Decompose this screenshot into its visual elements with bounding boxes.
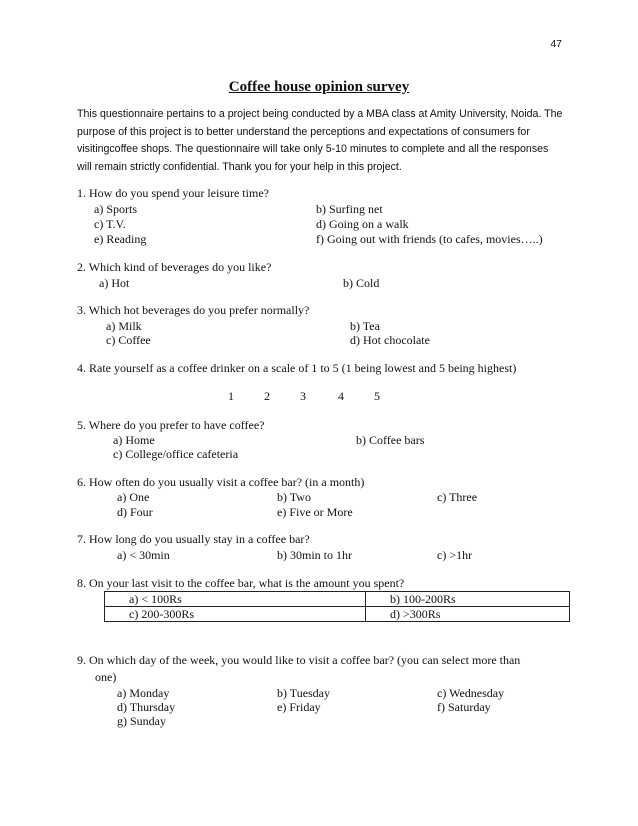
- option-6d[interactable]: d) Four: [117, 505, 153, 519]
- option-1d[interactable]: d) Going on a walk: [316, 217, 409, 231]
- option-6b[interactable]: b) Two: [277, 490, 311, 504]
- question-9-continued: one): [95, 670, 117, 684]
- option-9d[interactable]: d) Thursday: [117, 700, 176, 714]
- option-5b[interactable]: b) Coffee bars: [356, 433, 425, 447]
- option-9e[interactable]: e) Friday: [277, 700, 321, 714]
- page-number: 47: [550, 38, 562, 50]
- option-6c[interactable]: c) Three: [437, 490, 478, 504]
- option-7a[interactable]: a) < 30min: [117, 548, 170, 562]
- intro-line: purpose of this project is to better understand the perceptions and expectations of consumers for: [77, 125, 530, 138]
- intro-line: visitingcoffee shops. The questionnaire will take only 5-10 minutes to complete and all the responses: [77, 143, 549, 155]
- option-1a[interactable]: a) Sports: [94, 202, 137, 216]
- option-3b[interactable]: b) Tea: [350, 319, 380, 333]
- option-2b[interactable]: b) Cold: [343, 276, 380, 290]
- option-6a[interactable]: a) One: [117, 490, 150, 504]
- option-3a[interactable]: a) Milk: [106, 319, 142, 333]
- option-8d[interactable]: d) >300Rs: [366, 607, 570, 622]
- option-3c[interactable]: c) Coffee: [106, 333, 151, 347]
- intro-paragraph: [77, 106, 567, 176]
- option-5a[interactable]: a) Home: [113, 433, 155, 447]
- option-2a[interactable]: a) Hot: [99, 276, 130, 290]
- question-8: 8. On your last visit to the coffee bar, what is the amount you spent?: [77, 576, 405, 590]
- table-row: [105, 607, 570, 622]
- rating-1[interactable]: 1: [228, 389, 234, 403]
- rating-4[interactable]: 4: [338, 389, 344, 403]
- option-6e[interactable]: e) Five or More: [277, 505, 353, 519]
- amount-options-table: [104, 591, 570, 622]
- question-6: 6. How often do you usually visit a coffee bar? (in a month): [77, 475, 365, 489]
- page-title: Coffee house opinion survey: [228, 79, 410, 95]
- intro-line: will remain strictly confidential. Thank you for your help in this project.: [77, 160, 402, 173]
- question-7: 7. How long do you usually stay in a coffee bar?: [77, 532, 310, 546]
- option-9b[interactable]: b) Tuesday: [277, 686, 331, 700]
- option-3d[interactable]: d) Hot chocolate: [350, 333, 430, 347]
- option-9g[interactable]: g) Sunday: [117, 714, 166, 728]
- question-9: 9. On which day of the week, you would like to visit a coffee bar? (you can select more than: [77, 653, 521, 667]
- question-2: 2. Which kind of beverages do you like?: [77, 260, 272, 274]
- option-1c[interactable]: c) T.V.: [94, 217, 126, 231]
- option-8a[interactable]: a) < 100Rs: [105, 592, 366, 607]
- question-5: 5. Where do you prefer to have coffee?: [77, 418, 265, 432]
- option-8b[interactable]: b) 100-200Rs: [366, 592, 570, 607]
- question-3: 3. Which hot beverages do you prefer normally?: [77, 303, 310, 317]
- option-9a[interactable]: a) Monday: [117, 686, 170, 700]
- option-1e[interactable]: e) Reading: [94, 232, 147, 246]
- option-8c[interactable]: c) 200-300Rs: [105, 607, 366, 622]
- rating-5[interactable]: 5: [374, 389, 380, 403]
- option-9c[interactable]: c) Wednesday: [437, 686, 505, 700]
- question-4: 4. Rate yourself as a coffee drinker on a scale of 1 to 5 (1 being lowest and 5 being highest): [77, 361, 517, 375]
- rating-3[interactable]: 3: [300, 389, 306, 403]
- option-9f[interactable]: f) Saturday: [437, 700, 491, 714]
- option-5c[interactable]: c) College/office cafeteria: [113, 447, 239, 461]
- option-7c[interactable]: c) >1hr: [437, 548, 473, 562]
- option-7b[interactable]: b) 30min to 1hr: [277, 548, 352, 562]
- question-1: 1. How do you spend your leisure time?: [77, 186, 269, 200]
- option-1b[interactable]: b) Surfing net: [316, 202, 383, 216]
- table-row: [105, 592, 570, 607]
- rating-2[interactable]: 2: [264, 389, 270, 403]
- option-1f[interactable]: f) Going out with friends (to cafes, movies…..): [316, 232, 543, 246]
- intro-line: This questionnaire pertains to a project being conducted by a MBA class at Amity University, Noida. The: [77, 108, 563, 120]
